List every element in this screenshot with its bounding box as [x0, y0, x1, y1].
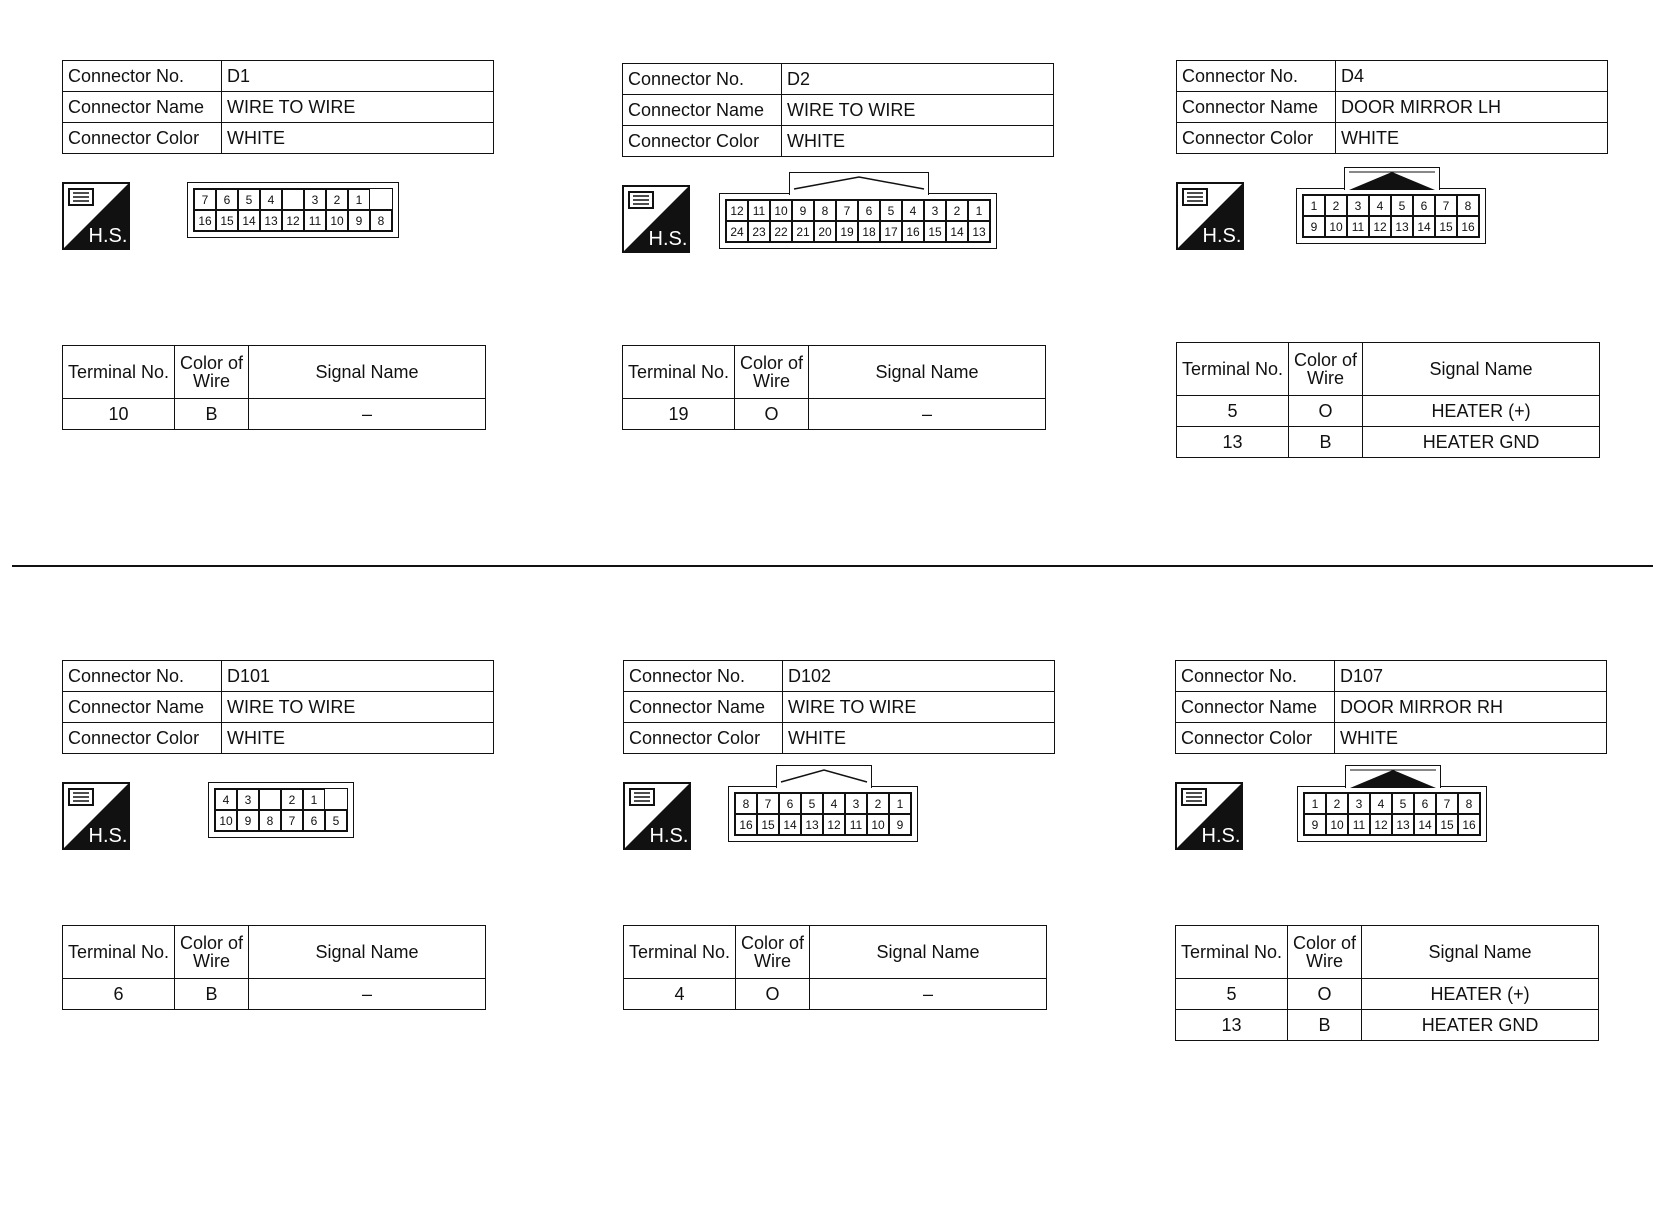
connector-block — [1175, 660, 1615, 1100]
terminal-no-header: Terminal No. — [623, 346, 735, 399]
terminal-row — [624, 979, 1047, 1010]
signal-name-header: Signal Name — [809, 346, 1046, 399]
connector-latch — [1345, 765, 1441, 788]
pin-terminal: 20 — [814, 221, 836, 242]
pin-terminal: 2 — [326, 189, 348, 210]
pin-terminal: 3 — [1347, 195, 1369, 216]
pin-terminal: 6 — [858, 200, 880, 221]
wire-color-cell: O — [735, 399, 809, 430]
pin-terminal: 4 — [1370, 793, 1392, 814]
pin-terminal: 3 — [237, 789, 259, 810]
hs-symbol-icon — [1175, 782, 1243, 850]
connector-info-table — [62, 660, 494, 754]
pin-terminal: 12 — [1370, 814, 1392, 835]
pin-terminal: 2 — [281, 789, 303, 810]
signal-name-cell: – — [249, 399, 486, 430]
terminal-no-header: Terminal No. — [63, 346, 175, 399]
hs-symbol-icon — [62, 182, 130, 250]
info-row — [624, 661, 1055, 692]
pin-terminal: 13 — [968, 221, 990, 242]
signal-name-cell: HEATER GND — [1362, 1010, 1599, 1041]
info-row — [623, 126, 1054, 157]
info-label: Connector No. — [63, 661, 222, 692]
pin-terminal: 14 — [1414, 814, 1436, 835]
pin-row — [214, 788, 348, 811]
pin-terminal: 3 — [924, 200, 946, 221]
info-value: D107 — [1335, 661, 1607, 692]
pin-terminal: 10 — [1326, 814, 1348, 835]
connector-face-diagram — [1296, 188, 1486, 244]
info-row — [63, 123, 494, 154]
pin-terminal: 9 — [1304, 814, 1326, 835]
pin-terminal: 24 — [726, 221, 748, 242]
pin-terminal: 5 — [880, 200, 902, 221]
info-row — [623, 64, 1054, 95]
pin-terminal: 14 — [1413, 216, 1435, 237]
pin-terminal: 1 — [303, 789, 325, 810]
pin-blank — [282, 189, 304, 210]
terminal-row — [1176, 979, 1599, 1010]
pin-terminal: 3 — [304, 189, 326, 210]
wire-color-cell: B — [1289, 427, 1363, 458]
pin-terminal: 19 — [836, 221, 858, 242]
signal-name-cell: HEATER (+) — [1362, 979, 1599, 1010]
pin-terminal: 16 — [902, 221, 924, 242]
wire-color-header: Color of Wire — [1288, 926, 1362, 979]
connector-block — [62, 660, 502, 1100]
info-value: D102 — [783, 661, 1055, 692]
terminal-no-header: Terminal No. — [1176, 926, 1288, 979]
pin-terminal: 6 — [216, 189, 238, 210]
signal-name-header: Signal Name — [810, 926, 1047, 979]
pin-terminal: 4 — [1369, 195, 1391, 216]
pin-terminal: 9 — [889, 814, 911, 835]
pin-terminal: 4 — [902, 200, 924, 221]
wire-color-header: Color of Wire — [735, 346, 809, 399]
pin-row — [725, 199, 991, 222]
pin-terminal: 15 — [1436, 814, 1458, 835]
pin-terminal: 6 — [1413, 195, 1435, 216]
pin-terminal: 9 — [792, 200, 814, 221]
info-row — [63, 61, 494, 92]
terminal-no-cell: 5 — [1177, 396, 1289, 427]
hs-symbol-icon — [1176, 182, 1244, 250]
info-label: Connector Color — [1176, 723, 1335, 754]
signal-name-header: Signal Name — [249, 926, 486, 979]
pin-terminal: 3 — [845, 793, 867, 814]
pin-terminal: 9 — [1303, 216, 1325, 237]
terminal-table — [1176, 342, 1600, 458]
pin-terminal: 15 — [1435, 216, 1457, 237]
terminal-table — [62, 345, 486, 430]
connector-face-diagram — [719, 193, 997, 249]
svg-text:H.S.: H.S. — [88, 225, 128, 247]
info-value: WHITE — [782, 126, 1054, 157]
pin-row — [193, 188, 393, 211]
info-value: WHITE — [1335, 723, 1607, 754]
pin-terminal: 4 — [260, 189, 282, 210]
pin-terminal: 1 — [889, 793, 911, 814]
terminal-row — [1176, 1010, 1599, 1041]
svg-text:H.S.: H.S. — [1201, 825, 1241, 847]
connector-block — [1176, 60, 1616, 500]
pin-row — [1303, 792, 1481, 815]
pin-row — [1302, 194, 1480, 217]
pin-row — [734, 792, 912, 815]
signal-name-header: Signal Name — [1363, 343, 1600, 396]
info-value: WIRE TO WIRE — [782, 95, 1054, 126]
signal-name-cell: – — [809, 399, 1046, 430]
pin-row — [725, 220, 991, 243]
pin-terminal: 14 — [779, 814, 801, 835]
pin-terminal: 11 — [304, 210, 326, 231]
pin-terminal: 22 — [770, 221, 792, 242]
pin-row — [193, 209, 393, 232]
pin-terminal: 14 — [238, 210, 260, 231]
terminal-header-row — [63, 346, 486, 399]
pin-terminal: 14 — [946, 221, 968, 242]
signal-name-header: Signal Name — [1362, 926, 1599, 979]
terminal-header-row — [624, 926, 1047, 979]
pin-terminal: 12 — [1369, 216, 1391, 237]
pin-terminal: 10 — [326, 210, 348, 231]
pin-terminal: 5 — [238, 189, 260, 210]
pin-terminal: 23 — [748, 221, 770, 242]
info-label: Connector Color — [1177, 123, 1336, 154]
pin-terminal: 17 — [880, 221, 902, 242]
pin-terminal: 16 — [1458, 814, 1480, 835]
connector-latch — [1344, 167, 1440, 190]
signal-name-header: Signal Name — [249, 346, 486, 399]
info-label: Connector Color — [624, 723, 783, 754]
connector-face-diagram — [728, 786, 918, 842]
info-value: WIRE TO WIRE — [783, 692, 1055, 723]
connector-info-table — [622, 63, 1054, 157]
pin-terminal: 10 — [1325, 216, 1347, 237]
pin-terminal: 7 — [194, 189, 216, 210]
svg-text:H.S.: H.S. — [1202, 225, 1242, 247]
pin-terminal: 18 — [858, 221, 880, 242]
pin-terminal: 13 — [1392, 814, 1414, 835]
signal-name-cell: HEATER (+) — [1363, 396, 1600, 427]
info-label: Connector Name — [63, 92, 222, 123]
wire-color-header: Color of Wire — [175, 926, 249, 979]
pin-terminal: 11 — [1348, 814, 1370, 835]
info-row — [623, 95, 1054, 126]
signal-name-cell: – — [810, 979, 1047, 1010]
pin-terminal: 11 — [1347, 216, 1369, 237]
connector-latch — [789, 172, 929, 195]
terminal-no-cell: 13 — [1176, 1010, 1288, 1041]
info-value: WHITE — [1336, 123, 1608, 154]
info-row — [63, 92, 494, 123]
connector-latch — [776, 765, 872, 788]
info-label: Connector No. — [624, 661, 783, 692]
pin-terminal: 8 — [814, 200, 836, 221]
info-label: Connector No. — [623, 64, 782, 95]
info-value: DOOR MIRROR RH — [1335, 692, 1607, 723]
wire-color-cell: O — [1288, 979, 1362, 1010]
connector-block — [623, 660, 1063, 1100]
info-row — [1176, 661, 1607, 692]
info-label: Connector No. — [1176, 661, 1335, 692]
connector-info-table — [1176, 60, 1608, 154]
pin-terminal: 2 — [1326, 793, 1348, 814]
pin-terminal: 1 — [1303, 195, 1325, 216]
pin-terminal: 4 — [215, 789, 237, 810]
pin-terminal: 16 — [1457, 216, 1479, 237]
pin-terminal: 7 — [281, 810, 303, 831]
pin-terminal: 2 — [867, 793, 889, 814]
terminal-row — [63, 979, 486, 1010]
terminal-no-header: Terminal No. — [624, 926, 736, 979]
section-divider — [12, 565, 1653, 567]
wire-color-header: Color of Wire — [736, 926, 810, 979]
svg-text:H.S.: H.S. — [648, 228, 688, 250]
info-row — [1177, 123, 1608, 154]
connector-info-table — [62, 60, 494, 154]
pin-terminal: 8 — [370, 210, 392, 231]
pin-terminal: 1 — [348, 189, 370, 210]
info-label: Connector Color — [63, 723, 222, 754]
pin-terminal: 1 — [968, 200, 990, 221]
pin-terminal: 8 — [1457, 195, 1479, 216]
terminal-table — [62, 925, 486, 1010]
pin-terminal: 12 — [282, 210, 304, 231]
info-row — [1176, 723, 1607, 754]
info-label: Connector Name — [624, 692, 783, 723]
info-value: D2 — [782, 64, 1054, 95]
info-label: Connector No. — [63, 61, 222, 92]
terminal-row — [1177, 396, 1600, 427]
info-value: D1 — [222, 61, 494, 92]
info-row — [624, 692, 1055, 723]
pin-terminal: 9 — [348, 210, 370, 231]
info-row — [624, 723, 1055, 754]
pin-row — [1302, 215, 1480, 238]
info-row — [1177, 92, 1608, 123]
pin-terminal: 16 — [735, 814, 757, 835]
terminal-no-header: Terminal No. — [1177, 343, 1289, 396]
wire-color-cell: O — [736, 979, 810, 1010]
terminal-header-row — [1177, 343, 1600, 396]
pin-terminal: 10 — [215, 810, 237, 831]
pin-terminal: 11 — [748, 200, 770, 221]
pin-terminal: 4 — [823, 793, 845, 814]
pin-terminal: 5 — [801, 793, 823, 814]
info-value: WIRE TO WIRE — [222, 692, 494, 723]
terminal-table — [623, 925, 1047, 1010]
pin-terminal: 8 — [735, 793, 757, 814]
pin-terminal: 12 — [823, 814, 845, 835]
terminal-row — [63, 399, 486, 430]
info-label: Connector Color — [63, 123, 222, 154]
pin-terminal: 13 — [801, 814, 823, 835]
terminal-row — [1177, 427, 1600, 458]
info-label: Connector Name — [623, 95, 782, 126]
connector-block — [62, 60, 502, 500]
svg-text:H.S.: H.S. — [88, 825, 128, 847]
info-label: Connector Color — [623, 126, 782, 157]
info-value: WHITE — [783, 723, 1055, 754]
pin-terminal: 15 — [216, 210, 238, 231]
hs-symbol-icon — [622, 185, 690, 253]
signal-name-cell: HEATER GND — [1363, 427, 1600, 458]
wire-color-cell: B — [175, 399, 249, 430]
terminal-no-cell: 6 — [63, 979, 175, 1010]
connector-info-table — [1175, 660, 1607, 754]
terminal-no-cell: 19 — [623, 399, 735, 430]
connector-face-diagram — [208, 782, 354, 838]
info-value: D101 — [222, 661, 494, 692]
pin-terminal: 1 — [1304, 793, 1326, 814]
info-row — [1177, 61, 1608, 92]
pin-terminal: 8 — [1458, 793, 1480, 814]
pin-row — [214, 809, 348, 832]
pin-terminal: 10 — [867, 814, 889, 835]
info-row — [63, 661, 494, 692]
info-value: WHITE — [222, 123, 494, 154]
pin-terminal: 13 — [260, 210, 282, 231]
info-row — [63, 723, 494, 754]
pin-terminal: 9 — [237, 810, 259, 831]
pin-terminal: 15 — [924, 221, 946, 242]
pin-terminal: 6 — [1414, 793, 1436, 814]
pin-terminal: 12 — [726, 200, 748, 221]
terminal-no-cell: 4 — [624, 979, 736, 1010]
pin-terminal: 5 — [1392, 793, 1414, 814]
pin-terminal: 15 — [757, 814, 779, 835]
pin-terminal: 6 — [779, 793, 801, 814]
pin-terminal: 3 — [1348, 793, 1370, 814]
pin-terminal: 11 — [845, 814, 867, 835]
pin-blank — [259, 789, 281, 810]
connector-face-diagram — [187, 182, 399, 238]
terminal-header-row — [1176, 926, 1599, 979]
info-value: D4 — [1336, 61, 1608, 92]
pin-terminal: 7 — [836, 200, 858, 221]
terminal-table — [622, 345, 1046, 430]
pin-row — [1303, 813, 1481, 836]
pin-terminal: 21 — [792, 221, 814, 242]
terminal-no-cell: 10 — [63, 399, 175, 430]
pin-row — [734, 813, 912, 836]
wire-color-header: Color of Wire — [175, 346, 249, 399]
info-label: Connector No. — [1177, 61, 1336, 92]
terminal-row — [623, 399, 1046, 430]
svg-text:H.S.: H.S. — [649, 825, 689, 847]
terminal-table — [1175, 925, 1599, 1041]
info-row — [1176, 692, 1607, 723]
connector-block — [622, 63, 1062, 503]
signal-name-cell: – — [249, 979, 486, 1010]
connector-info-table — [623, 660, 1055, 754]
hs-symbol-icon — [62, 782, 130, 850]
info-label: Connector Name — [1176, 692, 1335, 723]
wire-color-cell: B — [1288, 1010, 1362, 1041]
pin-terminal: 5 — [1391, 195, 1413, 216]
terminal-header-row — [63, 926, 486, 979]
info-value: DOOR MIRROR LH — [1336, 92, 1608, 123]
pin-terminal: 16 — [194, 210, 216, 231]
wire-color-cell: B — [175, 979, 249, 1010]
pin-terminal: 7 — [1436, 793, 1458, 814]
info-label: Connector Name — [1177, 92, 1336, 123]
pin-terminal: 7 — [1435, 195, 1457, 216]
pin-terminal: 2 — [946, 200, 968, 221]
pin-terminal: 5 — [325, 810, 347, 831]
pin-terminal: 10 — [770, 200, 792, 221]
pin-terminal: 2 — [1325, 195, 1347, 216]
pin-terminal: 7 — [757, 793, 779, 814]
info-row — [63, 692, 494, 723]
connector-face-diagram — [1297, 786, 1487, 842]
wire-color-cell: O — [1289, 396, 1363, 427]
info-value: WIRE TO WIRE — [222, 92, 494, 123]
terminal-no-cell: 5 — [1176, 979, 1288, 1010]
terminal-no-header: Terminal No. — [63, 926, 175, 979]
terminal-header-row — [623, 346, 1046, 399]
info-value: WHITE — [222, 723, 494, 754]
info-label: Connector Name — [63, 692, 222, 723]
pin-terminal: 13 — [1391, 216, 1413, 237]
pin-terminal: 8 — [259, 810, 281, 831]
hs-symbol-icon — [623, 782, 691, 850]
wire-color-header: Color of Wire — [1289, 343, 1363, 396]
pin-terminal: 6 — [303, 810, 325, 831]
terminal-no-cell: 13 — [1177, 427, 1289, 458]
